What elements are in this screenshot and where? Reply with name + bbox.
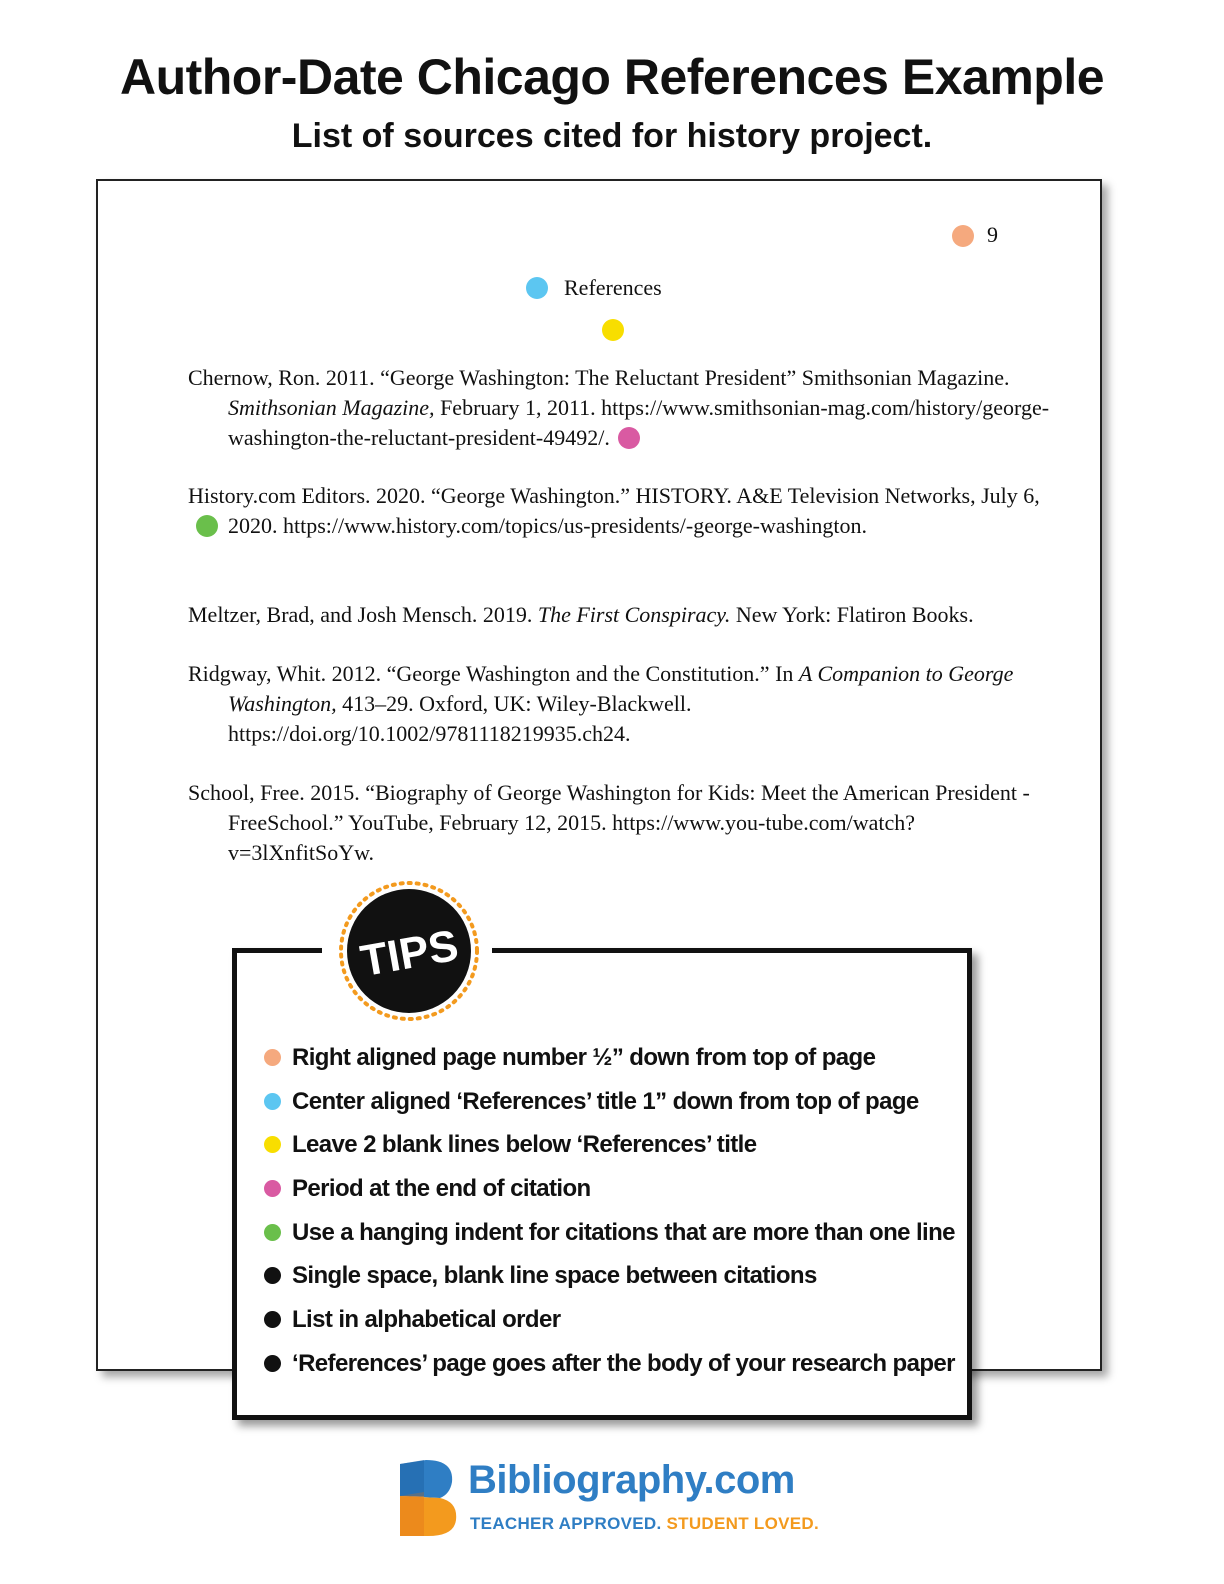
hanging-indent-marker-dot [196, 515, 218, 537]
tip-text: Use a hanging indent for citations that are more than one line [292, 1218, 955, 1246]
tip-item [264, 1346, 964, 1390]
tips-badge-icon [336, 878, 482, 1024]
citation-text: New York: Flatiron Books. [730, 602, 974, 627]
citation-text: February 1, 2011. https://www.smithsonian-mag.com/history/george-washington-the-reluctant-president-49492/. [228, 395, 1050, 450]
yellow-bullet-icon [264, 1136, 281, 1153]
tip-text: Right aligned page number ½” down from top of page [292, 1044, 876, 1071]
tip-item [264, 1302, 964, 1346]
citation-ridgway [188, 659, 1058, 749]
tip-text: ‘References’ page goes after the body of your research paper [292, 1349, 955, 1377]
citation-text: Meltzer, Brad, and Josh Mensch. 2019. [188, 602, 538, 627]
bibliography-logo [396, 1456, 820, 1540]
page-number: 9 [987, 222, 998, 247]
blank-lines-marker-dot [602, 319, 624, 341]
citation-text: History.com Editors. 2020. “George Washington.” HISTORY. A&E Television Networks, July 6, 2020. https://www.history.com/topics/us-presidents/-george-washington. [188, 483, 1040, 538]
bibliography-b-logo-icon [396, 1456, 460, 1540]
tip-item [264, 1127, 964, 1171]
sky-bullet-icon [264, 1093, 281, 1110]
tagline-part-2: STUDENT LOVED. [666, 1514, 820, 1533]
brand-name: Bibliography.com [468, 1458, 795, 1502]
black-bullet-icon [264, 1355, 281, 1372]
green-bullet-icon [264, 1224, 281, 1241]
tip-text: Center aligned ‘References’ title 1” down from top of page [292, 1087, 919, 1115]
brand-tagline [470, 1514, 819, 1534]
citation-italic-title: The First Conspiracy. [537, 602, 731, 627]
tip-text: Period at the end of citation [292, 1175, 591, 1203]
citation-italic-title: Smithsonian Magazine, [228, 395, 435, 420]
citation-freeschool [188, 778, 1058, 868]
black-bullet-icon [264, 1311, 281, 1328]
citation-text: Chernow, Ron. 2011. “George Washington: The Reluctant President” Smithsonian Magazine. [188, 365, 1010, 390]
citation-history-com [188, 481, 1058, 541]
tips-badge-label: TIPS [357, 920, 462, 987]
references-title-marker-dot [526, 277, 548, 299]
tip-item [264, 1171, 964, 1215]
citation-text: 413–29. Oxford, UK: Wiley-Blackwell. https://doi.org/10.1002/9781118219935.ch24. [228, 691, 692, 746]
tip-item [264, 1215, 964, 1259]
tip-text: List in alphabetical order [292, 1306, 561, 1334]
citation-chernow [188, 363, 1058, 453]
page-number-marker-dot [952, 225, 974, 247]
black-bullet-icon [264, 1267, 281, 1284]
citation-italic-title: A Companion to George Washington, [228, 661, 1014, 716]
magenta-bullet-icon [264, 1180, 281, 1197]
citation-text: Ridgway, Whit. 2012. “George Washington and the Constitution.” In [188, 661, 799, 686]
citation-meltzer [188, 600, 1058, 630]
tips-list [264, 1040, 964, 1390]
page-title: Author-Date Chicago References Example [119, 49, 1105, 105]
tip-item [264, 1084, 964, 1128]
page-subtitle: List of sources cited for history project. [291, 117, 933, 155]
citation-text: School, Free. 2015. “Biography of George Washington for Kids: Meet the American President - FreeSchool.” YouTube, February 12, 2015. https://www.you-tube.com/watch?v=3lXnfitSoYw. [188, 780, 1030, 865]
tip-item [264, 1258, 964, 1302]
tagline-part-1: TEACHER APPROVED. [470, 1514, 662, 1533]
tip-text: Leave 2 blank lines below ‘References’ title [292, 1131, 757, 1159]
period-marker-dot [618, 427, 640, 449]
references-heading: References [564, 275, 662, 300]
tip-item [264, 1040, 964, 1084]
peach-bullet-icon [264, 1049, 281, 1066]
tip-text: Single space, blank line space between citations [292, 1262, 817, 1290]
